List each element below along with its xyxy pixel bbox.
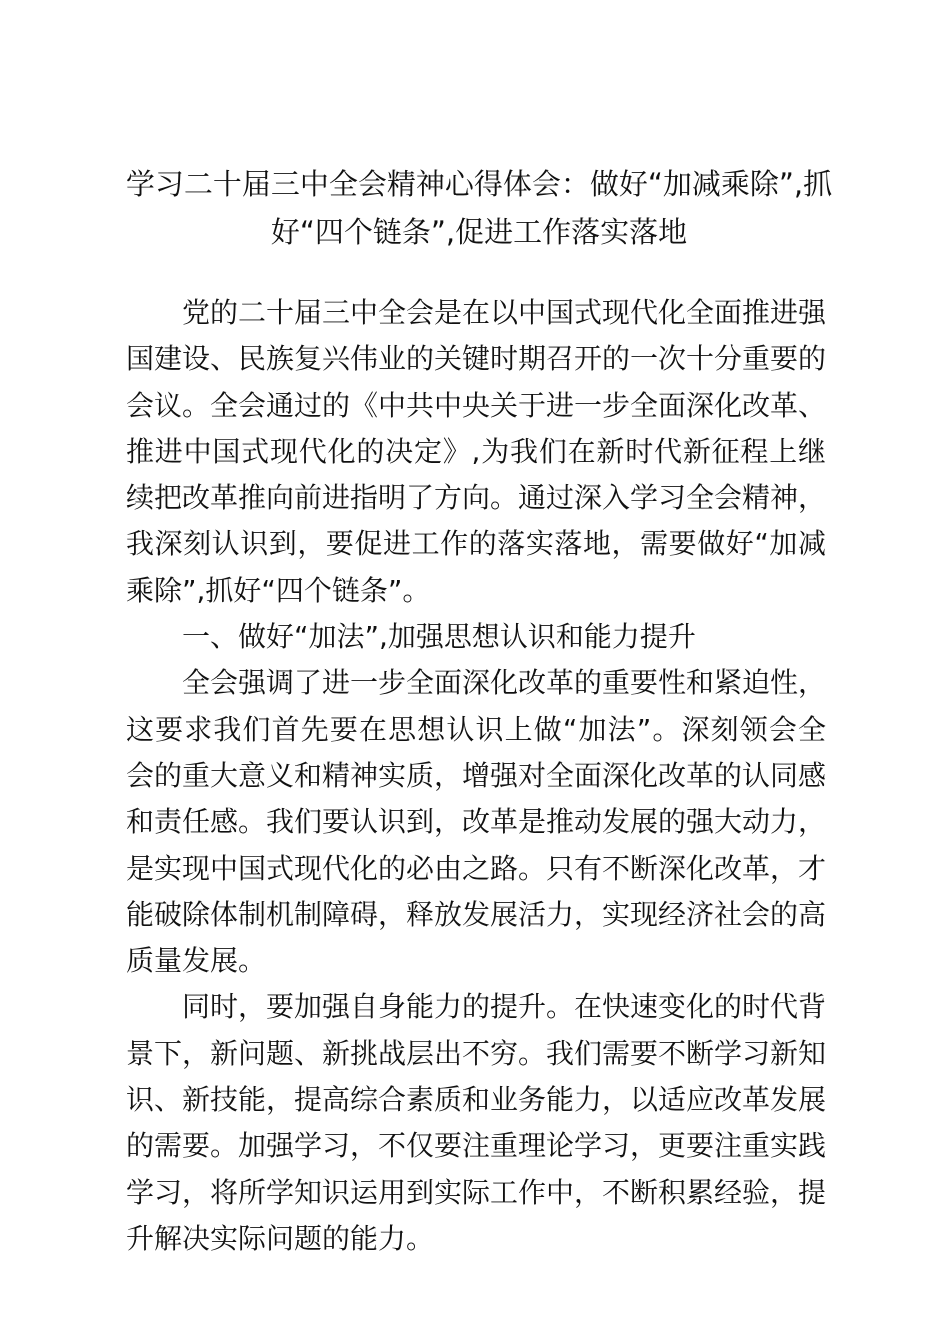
document-body: [126, 290, 826, 1262]
section-heading-addition: 一、做好“加法”,加强思想认识和能力提升: [182, 620, 696, 654]
body-paragraph: 全会强调了进一步全面深化改革的重要性和紧迫性，这要求我们首先要在思想认识上做“加法”。深刻领会全会的重大意义和精神实质，增强对全面深化改革的认同感和责任感。我们要认识到，改革是推动发展的强大动力，是实现中国式现代化的必由之路。只有不断深化改革，才能破除体制机制障碍，释放发展活力，实现经济社会的高质量发展。: [126, 666, 827, 978]
document-title: 学习二十届三中全会精神心得体会：做好“加减乘除”,抓好“四个链条”,促进工作落实落地: [125, 167, 833, 249]
intro-paragraph: 党的二十届三中全会是在以中国式现代化全面推进强国建设、民族复兴伟业的关键时期召开的一次十分重要的会议。全会通过的《中共中央关于进一步全面深化改革、推进中国式现代化的决定》,为我们在新时代新征程上继续把改革推向前进指明了方向。通过深入学习全会精神，我深刻认识到，要促进工作的落实落地，需要做好“加减乘除”,抓好“四个链条”。: [126, 296, 827, 607]
body-paragraph: 同时，要加强自身能力的提升。在快速变化的时代背景下，新问题、新挑战层出不穷。我们需要不断学习新知识、新技能，提高综合素质和业务能力，以适应改革发展的需要。加强学习，不仅要注重理论学习，更要注重实践学习，将所学知识运用到实际工作中，不断积累经验，提升解决实际问题的能力。: [126, 990, 827, 1255]
